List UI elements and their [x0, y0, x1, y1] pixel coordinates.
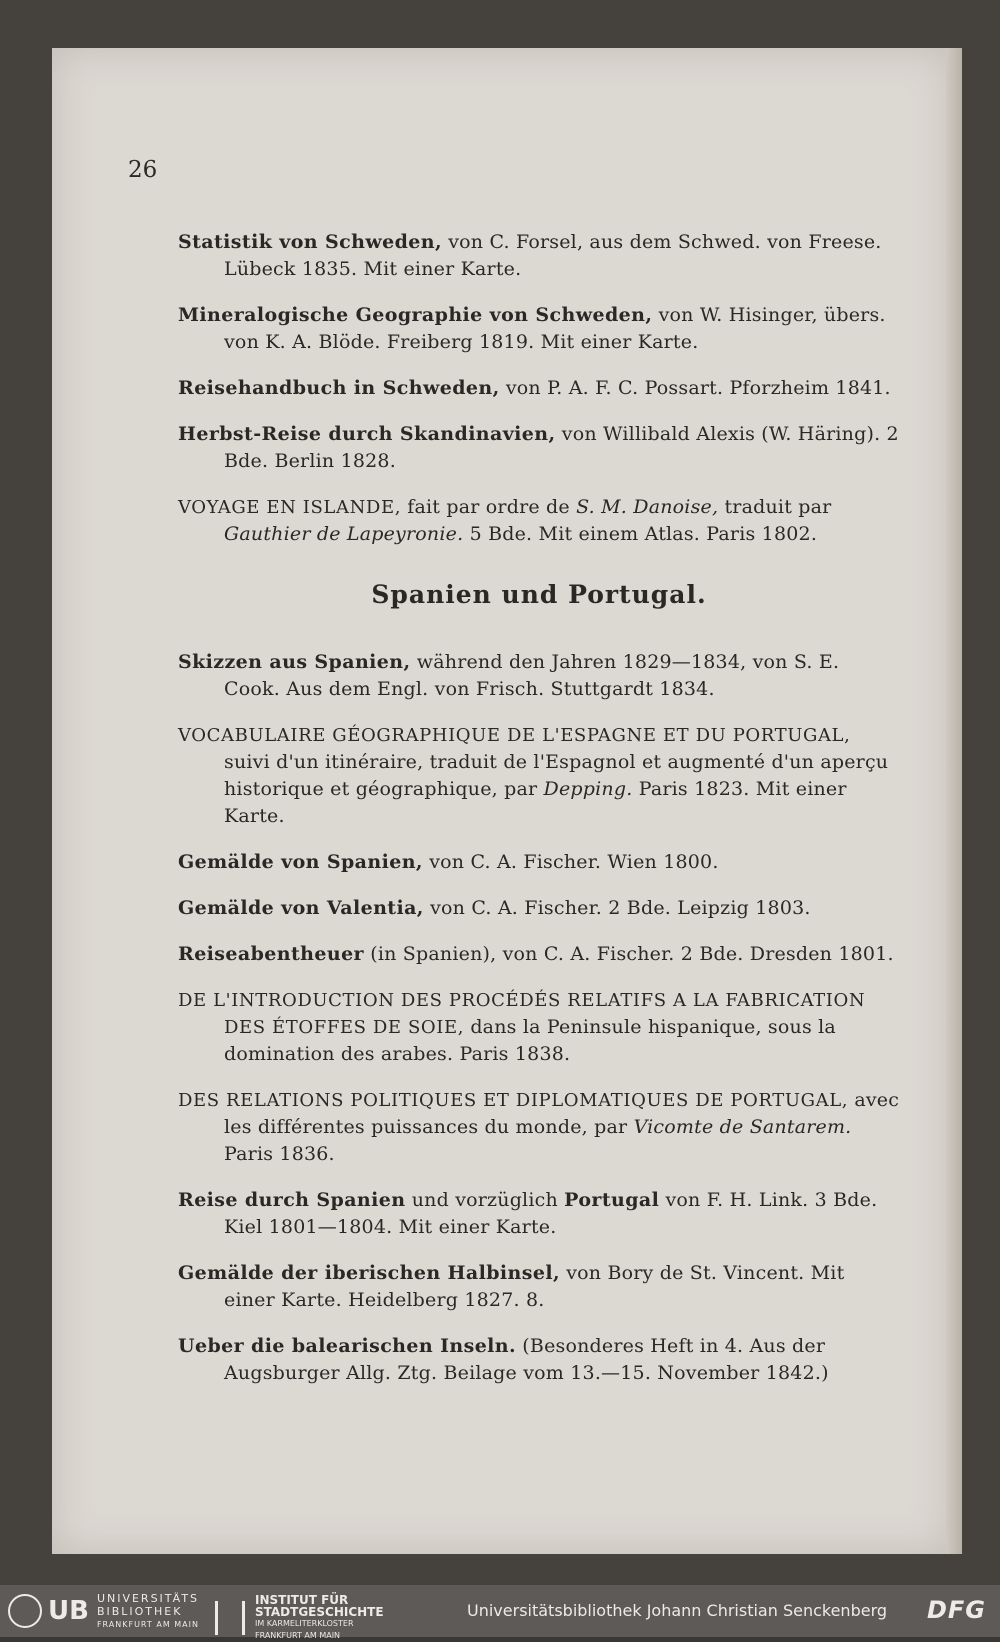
- entry-title: Herbst-Reise durch Skandinavien,: [178, 423, 556, 445]
- entry-balearische-inseln: [178, 1333, 900, 1387]
- entry-title: Statistik von Schweden,: [178, 231, 442, 253]
- entry-title: DE L'INTRODUCTION DES PROCÉDÉS RELATIFS A LA FABRICATION DES ÉTOFFES DE SOIE,: [178, 990, 866, 1038]
- columns-icon: [215, 1601, 245, 1635]
- entry-statistik-schweden: [178, 229, 900, 283]
- entry-text: von Willibald Alexis (W. Häring). 2 Bde. Berlin 1828.: [224, 423, 899, 472]
- entry-gemaelde-valentia: [178, 895, 900, 922]
- entry-text: fait par ordre de: [407, 496, 570, 518]
- entry-title: Gemälde von Spanien,: [178, 851, 423, 873]
- entry-italic: Depping.: [543, 778, 633, 800]
- entry-title: Reise durch Spanien: [178, 1189, 406, 1211]
- institut-text: [255, 1594, 384, 1642]
- entry-italic: Vicomte de Santarem.: [633, 1116, 852, 1138]
- entry-title: DES RELATIONS POLITIQUES ET DIPLOMATIQUES DE PORTUGAL,: [178, 1090, 849, 1111]
- inst-line: IM KARMELITERKLOSTER: [255, 1619, 354, 1628]
- entry-herbst-reise: [178, 421, 900, 475]
- entry-relations-politiques: [178, 1087, 900, 1168]
- ub-line: UNIVERSITÄTS: [96, 1591, 200, 1605]
- page-content: [178, 210, 900, 1403]
- entry-title: Portugal: [564, 1189, 660, 1211]
- entry-text: während den Jahren 1829—1834, von S. E. Cook. Aus dem Engl. von Frisch. Stuttgardt 1834.: [224, 651, 840, 700]
- entry-text: (Besonderes Heft in 4. Aus der Augsburger Allg. Ztg. Beilage vom 13.—15. November 1842.): [224, 1335, 829, 1384]
- entry-title: Gemälde von Valentia,: [178, 897, 424, 919]
- entry-title: VOCABULAIRE GÉOGRAPHIQUE DE L'ESPAGNE ET DU PORTUGAL,: [178, 725, 851, 746]
- entry-text: von C. A. Fischer. 2 Bde. Leipzig 1803.: [430, 897, 811, 919]
- entry-iberische-halbinsel: [178, 1260, 900, 1314]
- entry-text: von C. A. Fischer. Wien 1800.: [429, 851, 719, 873]
- dfg-logo[interactable]: DFG: [926, 1596, 986, 1624]
- entry-title: Mineralogische Geographie von Schweden,: [178, 304, 653, 326]
- entry-text: von C. Forsel, aus dem Schwed. von Freese. Lübeck 1835. Mit einer Karte.: [224, 231, 882, 280]
- entry-reisehandbuch-schweden: [178, 375, 900, 402]
- entry-text: und vorzüglich: [411, 1189, 558, 1211]
- entry-title: VOYAGE EN ISLANDE,: [178, 497, 402, 518]
- ub-line: BIBLIOTHEK: [96, 1604, 183, 1618]
- entry-text: von F. H. Link. 3 Bde. Kiel 1801—1804. Mit einer Karte.: [224, 1189, 878, 1238]
- page-edge: [946, 48, 962, 1554]
- institut-logo[interactable]: [215, 1594, 384, 1642]
- ub-letters: UB: [48, 1596, 89, 1626]
- entry-italic: Gauthier de Lapeyronie.: [224, 523, 464, 545]
- ub-text: [97, 1592, 199, 1631]
- entry-text: dans la Peninsule hispanique, sous la domination des arabes. Paris 1838.: [224, 1016, 836, 1065]
- entry-mineralogische-geographie: [178, 302, 900, 356]
- entry-title: Gemälde der iberischen Halbinsel,: [178, 1262, 560, 1284]
- entry-text: (in Spanien), von C. A. Fischer. 2 Bde. Dresden 1801.: [370, 943, 894, 965]
- entry-text: avec les différentes puissances du monde, par: [224, 1089, 900, 1138]
- inst-line: FRANKFURT AM MAIN: [255, 1631, 341, 1640]
- entry-text: Paris 1823. Mit einer Karte.: [224, 778, 847, 827]
- ub-line: FRANKFURT AM MAIN: [96, 1619, 199, 1629]
- page-number: 26: [128, 157, 158, 183]
- entry-reise-spanien-portugal: [178, 1187, 900, 1241]
- entry-gemaelde-spanien: [178, 849, 900, 876]
- inst-line: STADTGESCHICHTE: [255, 1605, 384, 1619]
- section-heading: Spanien und Portugal.: [371, 580, 707, 609]
- entry-title: Reisehandbuch in Schweden,: [178, 377, 500, 399]
- entry-skizzen-spanien: [178, 649, 900, 703]
- entry-text: von P. A. F. C. Possart. Pforzheim 1841.: [505, 377, 891, 399]
- entry-text: 5 Bde. Mit einem Atlas. Paris 1802.: [469, 523, 818, 545]
- entry-text: von Bory de St. Vincent. Mit einer Karte. Heidelberg 1827. 8.: [224, 1262, 845, 1311]
- footer-bar: [0, 1585, 1000, 1640]
- entry-text: suivi d'un itinéraire, traduit de l'Espagnol et augmenté d'un aperçu historique et géographique, par: [224, 751, 889, 800]
- entry-voyage-islande: [178, 494, 900, 548]
- entry-reiseabentheuer: [178, 941, 900, 968]
- entry-italic: S. M. Danoise,: [576, 496, 719, 518]
- entry-title: Skizzen aus Spanien,: [178, 651, 411, 673]
- entry-text: traduit par: [724, 496, 832, 518]
- entry-vocabulaire: [178, 722, 900, 830]
- entry-title: Ueber die balearischen Inseln.: [178, 1335, 517, 1357]
- entry-text: von W. Hisinger, übers. von K. A. Blöde. Freiberg 1819. Mit einer Karte.: [224, 304, 886, 353]
- inst-line: INSTITUT FÜR: [255, 1593, 349, 1607]
- entry-introduction-procedes: [178, 987, 900, 1068]
- ub-logo[interactable]: [8, 1593, 199, 1629]
- entry-title: Reiseabentheuer: [178, 943, 364, 965]
- seal-icon: [8, 1594, 42, 1628]
- entry-text: Paris 1836.: [224, 1143, 335, 1165]
- library-name[interactable]: Universitätsbibliothek Johann Christian Senckenberg: [467, 1601, 888, 1620]
